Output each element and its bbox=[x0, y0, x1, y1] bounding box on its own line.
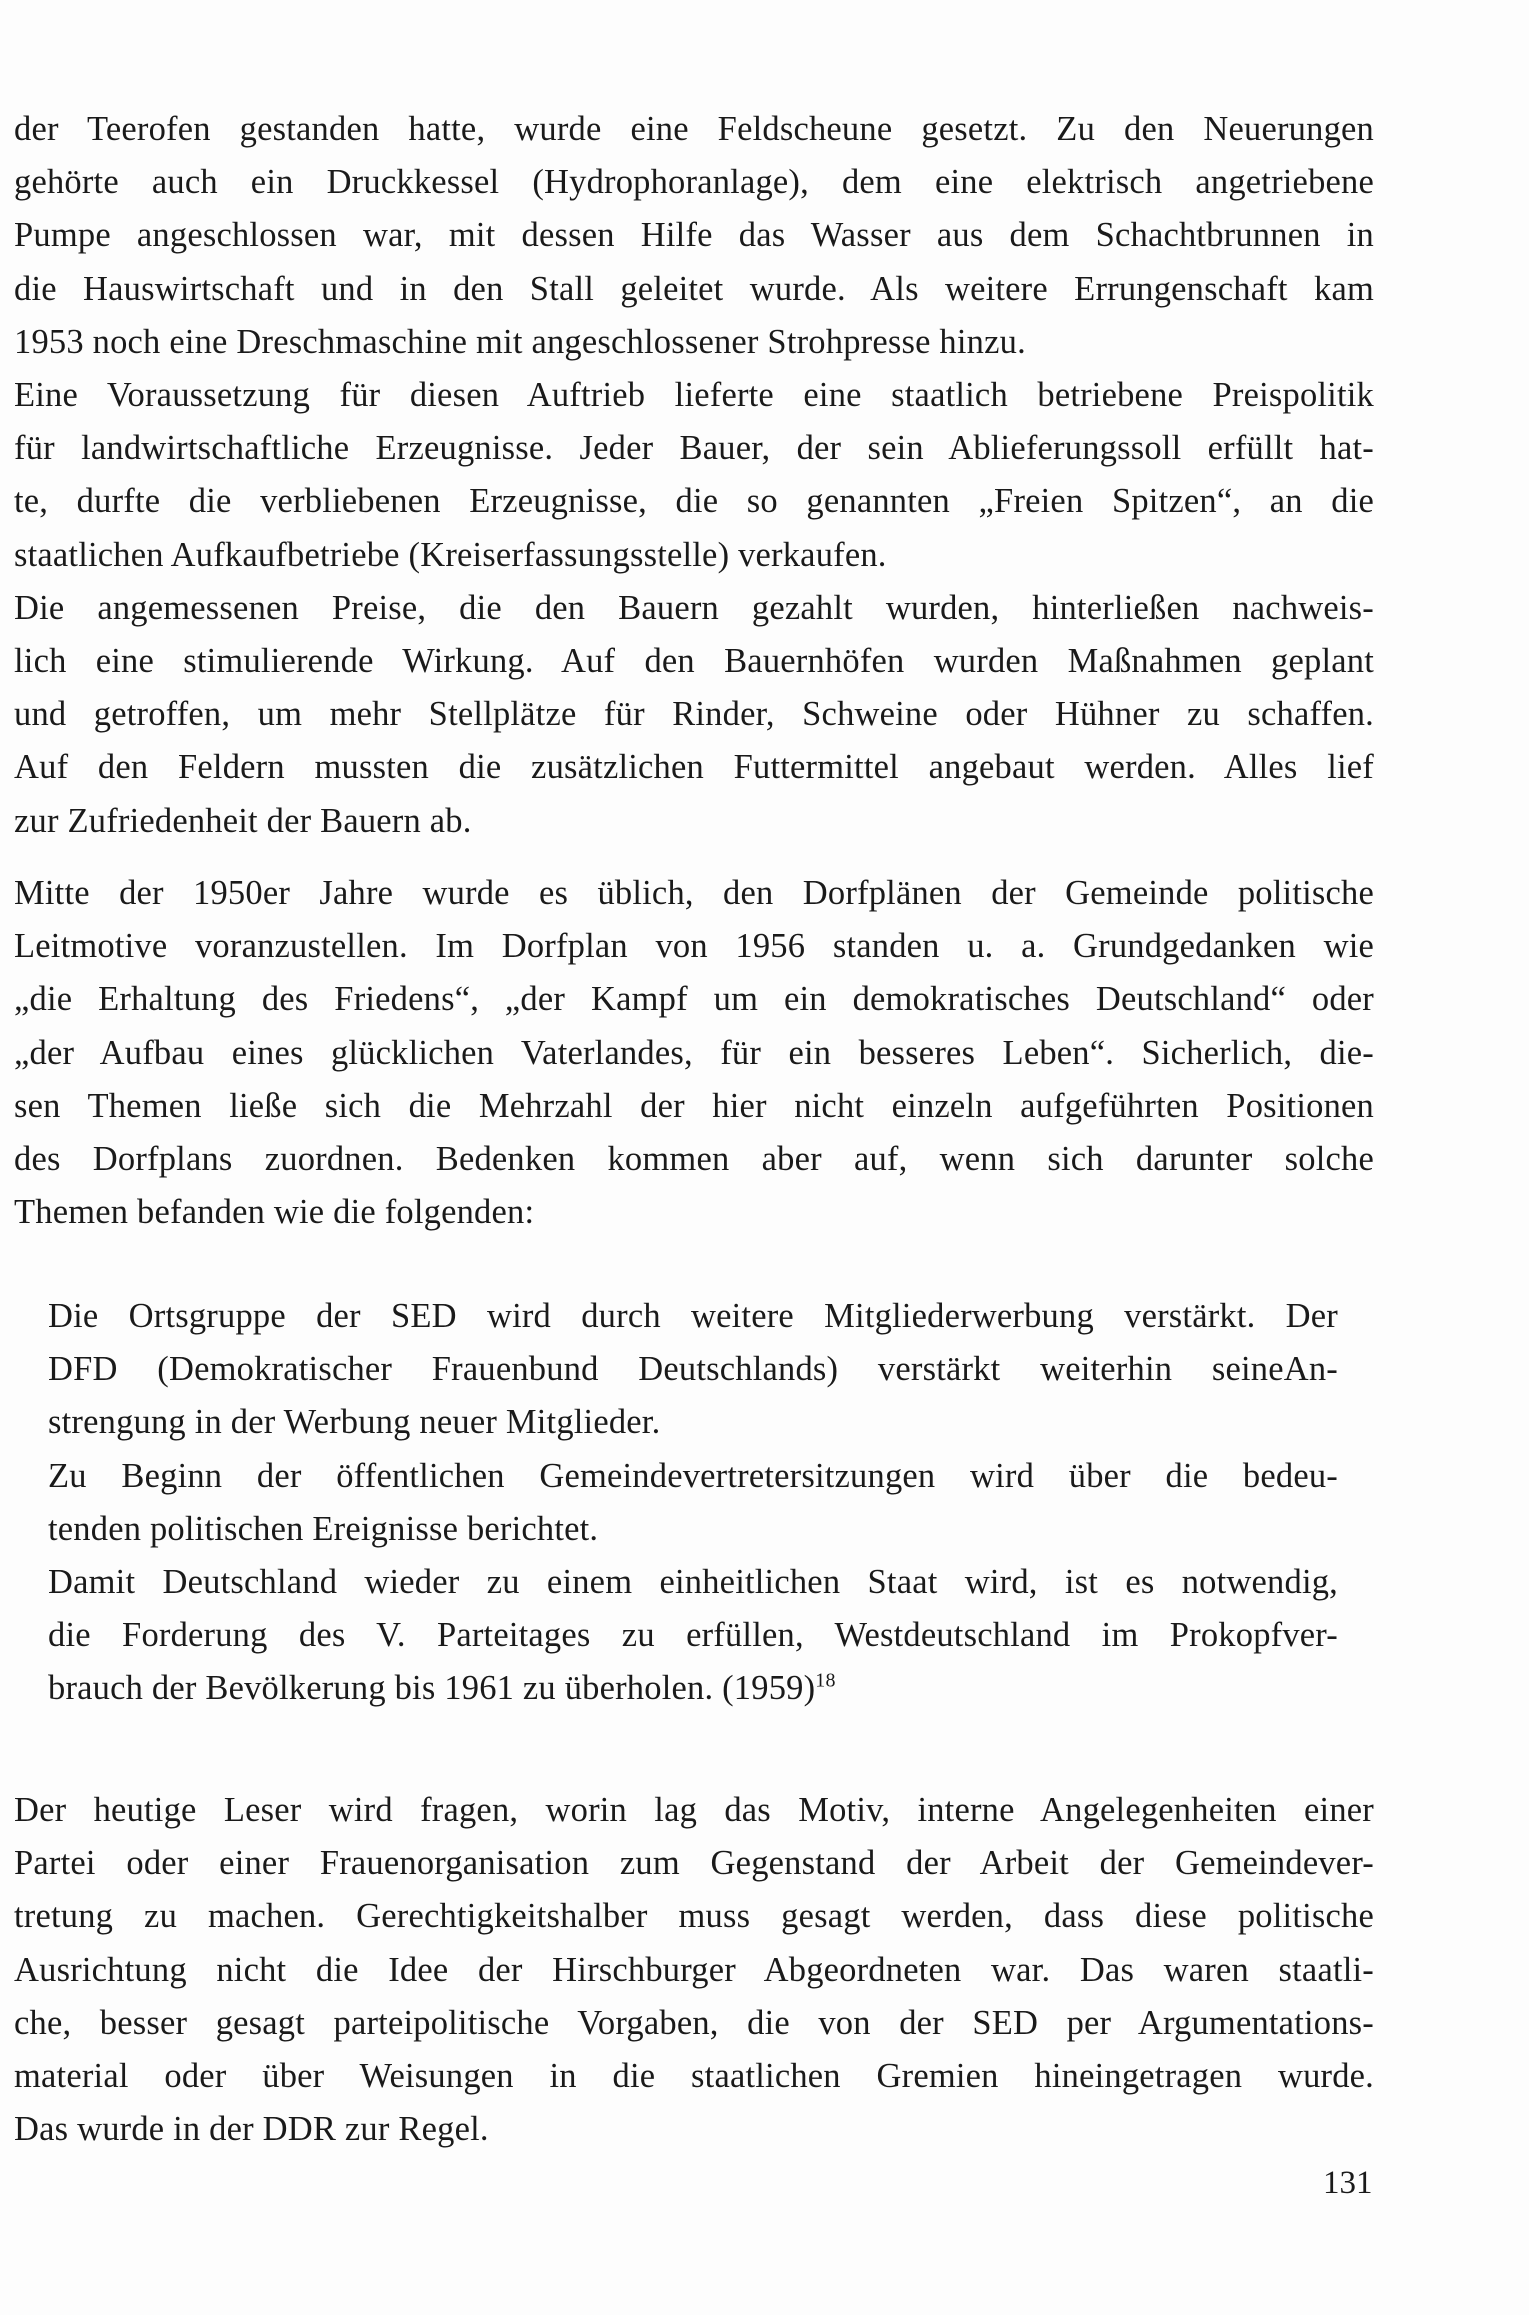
text-line: te, durfte die verbliebenen Erzeugnisse, die so genannten „Freien Spitzen“, an die bbox=[14, 482, 1374, 521]
text-line: und getroffen, um mehr Stellplätze für Rinder, Schweine oder Hühner zu schaffen. bbox=[14, 695, 1374, 734]
quote-last-line-text: brauch der Bevölkerung bis 1961 zu überholen. (1959) bbox=[48, 1669, 816, 1708]
paragraph-village-plan bbox=[14, 867, 1374, 1239]
quote-line: strengung in der Werbung neuer Mitglieder. bbox=[48, 1403, 661, 1442]
text-line: des Dorfplans zuordnen. Bedenken kommen aber auf, wenn sich darunter solche bbox=[14, 1140, 1374, 1179]
text-line: für landwirtschaftliche Erzeugnisse. Jeder Bauer, der sein Ablieferungssoll erfüllt hat- bbox=[14, 429, 1374, 468]
quote-line: Damit Deutschland wieder zu einem einheitlichen Staat wird, ist es notwendig, bbox=[48, 1563, 1338, 1602]
footnote-reference[interactable]: 18 bbox=[815, 1669, 836, 1692]
quote-line bbox=[48, 1662, 1338, 1715]
text-line: die Hauswirtschaft und in den Stall geleitet wurde. Als weitere Errungenschaft kam bbox=[14, 269, 1374, 308]
text-line: Mitte der 1950er Jahre wurde es üblich, den Dorfplänen der Gemeinde politische bbox=[14, 874, 1374, 912]
text-line: Die angemessenen Preise, die den Bauern gezahlt wurden, hinterließen nachweis- bbox=[14, 588, 1374, 627]
quote-line: DFD (Demokratischer Frauenbund Deutschlands) verstärkt weiterhin seineAn- bbox=[48, 1350, 1338, 1389]
text-line: tretung zu machen. Gerechtigkeitshalber muss gesagt werden, dass diese politische bbox=[14, 1897, 1374, 1936]
text-line: Ausrichtung nicht die Idee der Hirschburger Abgeordneten war. Das waren staatli- bbox=[14, 1950, 1374, 1989]
text-line: Auf den Feldern mussten die zusätzlichen Futtermittel angebaut werden. Alles lief bbox=[14, 748, 1374, 787]
text-line: Leitmotive voranzustellen. Im Dorfplan von 1956 standen u. a. Grundgedanken wie bbox=[14, 927, 1374, 966]
text-line: Pumpe angeschlossen war, mit dessen Hilfe das Wasser aus dem Schachtbrunnen in bbox=[14, 216, 1374, 255]
text-line: „der Aufbau eines glücklichen Vaterlandes, für ein besseres Leben“. Sicherlich, die- bbox=[14, 1033, 1374, 1072]
text-line: staatlichen Aufkaufbetriebe (Kreiserfassungsstelle) verkaufen. bbox=[14, 535, 887, 574]
text-line: gehörte auch ein Druckkessel (Hydrophoranlage), dem eine elektrisch angetriebene bbox=[14, 163, 1374, 202]
text-line: „die Erhaltung des Friedens“, „der Kampf um ein demokratisches Deutschland“ oder bbox=[14, 980, 1374, 1019]
paragraph-farm-innovations bbox=[14, 103, 1374, 848]
text-line: der Teerofen gestanden hatte, wurde eine Feldscheune gesetzt. Zu den Neuerungen bbox=[14, 110, 1374, 148]
text-line: lich eine stimulierende Wirkung. Auf den Bauernhöfen wurden Maßnahmen geplant bbox=[14, 642, 1374, 681]
text-line: Themen befanden wie die folgenden: bbox=[14, 1193, 535, 1232]
page-number: 131 bbox=[1323, 2165, 1373, 2201]
quote-line: tenden politischen Ereignisse berichtet. bbox=[48, 1509, 599, 1548]
text-line: sen Themen ließe sich die Mehrzahl der hier nicht einzeln aufgeführten Positionen bbox=[14, 1086, 1374, 1125]
text-line: Der heutige Leser wird fragen, worin lag das Motiv, interne Angelegenheiten einer bbox=[14, 1791, 1374, 1829]
quote-line: Die Ortsgruppe der SED wird durch weitere Mitgliederwerbung verstärkt. Der bbox=[48, 1297, 1338, 1335]
text-line: material oder über Weisungen in die staatlichen Gremien hineingetragen wurde. bbox=[14, 2057, 1374, 2096]
block-quote bbox=[48, 1290, 1338, 1716]
paragraph-reader-question bbox=[14, 1784, 1374, 2156]
text-line: che, besser gesagt parteipolitische Vorgaben, die von der SED per Argumentations- bbox=[14, 2003, 1374, 2042]
quote-line: die Forderung des V. Parteitages zu erfüllen, Westdeutschland im Prokopfver- bbox=[48, 1616, 1338, 1655]
text-line: Das wurde in der DDR zur Regel. bbox=[14, 2110, 489, 2149]
quote-line: Zu Beginn der öffentlichen Gemeindevertretersitzungen wird über die bedeu- bbox=[48, 1456, 1338, 1495]
text-line: 1953 noch eine Dreschmaschine mit angeschlossener Strohpresse hinzu. bbox=[14, 322, 1026, 361]
text-line: zur Zufriedenheit der Bauern ab. bbox=[14, 801, 472, 840]
text-line: Partei oder einer Frauenorganisation zum Gegenstand der Arbeit der Gemeindever- bbox=[14, 1844, 1374, 1883]
text-line: Eine Voraussetzung für diesen Auftrieb lieferte eine staatlich betriebene Preispolitik bbox=[14, 376, 1374, 415]
